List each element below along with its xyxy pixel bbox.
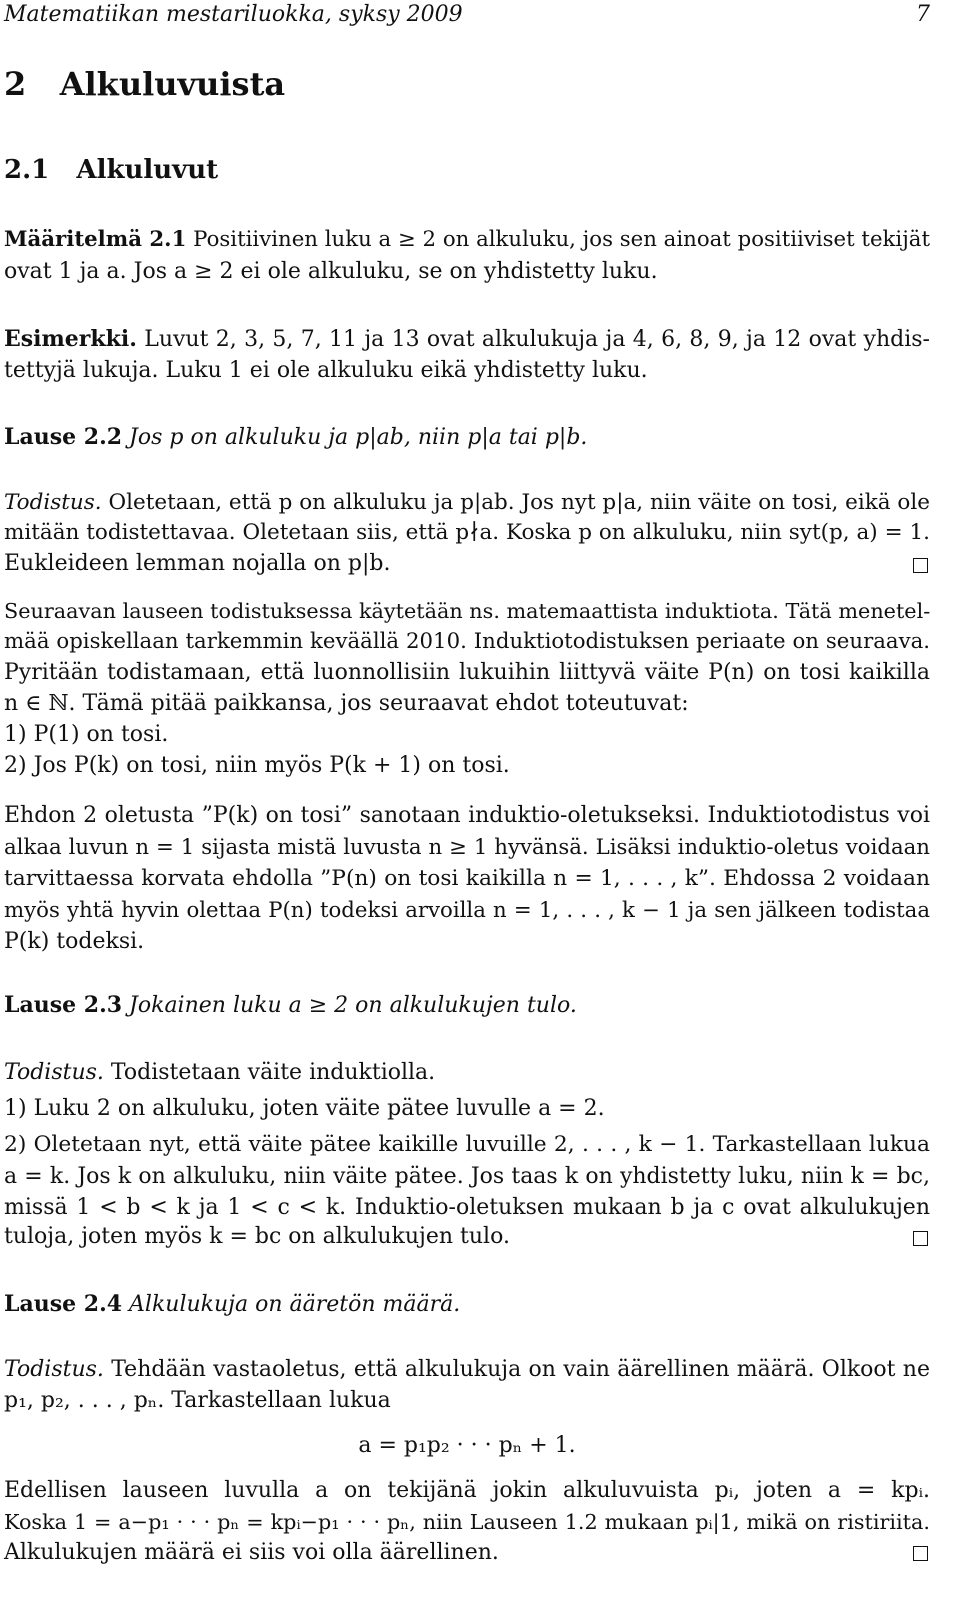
qed-symbol (913, 1546, 928, 1561)
definition-label: Määritelmä 2.1 (4, 227, 187, 252)
theorem-2-4 (4, 1289, 930, 1320)
paragraph-line: Pyritään todistamaan, että luonnollisiin lukuihin liittyvä väite P(n) on tosi kaikilla (4, 660, 930, 685)
paragraph-line: alkaa luvun n = 1 sijasta mistä luvusta n ≥ 1 hyvänsä. Lisäksi induktio-oletus voidaan (4, 835, 930, 860)
proof-label: Todistus. (4, 1060, 104, 1085)
definition-line-2: ovat 1 ja a. Jos a ≥ 2 ei ole alkuluku, se on yhdistetty luku. (4, 259, 658, 284)
paragraph-line: P(k) todeksi. (4, 929, 145, 954)
proof-line-3: Edellisen lauseen luvulla a on tekijänä jokin alkuluvuista pᵢ, joten a = kpᵢ. (4, 1478, 930, 1503)
definition-line-1: Määritelmä 2.1 Positiivinen luku a ≥ 2 on alkuluku, jos sen ainoat positiiviset tekijät (4, 227, 930, 252)
proof-line-4: a = k. Jos k on alkuluku, niin väite pätee. Jos taas k on yhdistetty luku, niin k = bc, (4, 1164, 930, 1189)
proof-line-2: 1) Luku 2 on alkuluku, joten väite pätee luvulle a = 2. (4, 1096, 605, 1121)
paragraph-line: tarvittaessa korvata ehdolla ”P(n) on tosi kaikilla n = 1, . . . , k”. Ehdossa 2 voidaan (4, 866, 930, 891)
theorem-label: Lause 2.2 (4, 424, 123, 450)
list-item: 2) Jos P(k) on tosi, niin myös P(k + 1) on tosi. (4, 753, 510, 778)
paragraph-line: myös yhtä hyvin olettaa P(n) todeksi arvoilla n = 1, . . . , k − 1 ja sen jälkeen todistaa (4, 898, 930, 923)
proof-label: Todistus. (4, 490, 102, 515)
theorem-label: Lause 2.3 (4, 992, 123, 1018)
proof-line-4: Koska 1 = a−p₁ · · · pₙ = kpᵢ−p₁ · · · pₙ, niin Lauseen 1.2 mukaan pᵢ|1, mikä on ristiriita. (4, 1510, 930, 1534)
paragraph-line: mää opiskellaan tarkemmin keväällä 2010. Induktiotodistuksen periaate on seuraava. (4, 629, 930, 654)
proof-line-3: 2) Oletetaan nyt, että väite pätee kaikille luvuille 2, . . . , k − 1. Tarkastellaan lukua (4, 1132, 930, 1157)
theorem-statement: Jokainen luku a ≥ 2 on alkulukujen tulo. (129, 993, 577, 1018)
proof-line-5: Alkulukujen määrä ei siis voi olla äärellinen. (4, 1540, 499, 1565)
page-number: 7 (916, 2, 930, 27)
section-heading (4, 64, 930, 104)
proof-line-2: mitään todistettavaa. Oletetaan siis, että p∤a. Koska p on alkuluku, niin syt(p, a) = 1. (4, 520, 930, 545)
qed-symbol (913, 1231, 928, 1246)
proof-line-1: Todistus. Tehdään vastaoletus, että alkulukuja on vain äärellinen määrä. Olkoot ne (4, 1357, 930, 1382)
proof-line-5: missä 1 < b < k ja 1 < c < k. Induktio-oletuksen mukaan b ja c ovat alkulukujen (4, 1195, 930, 1220)
subsection-heading (4, 153, 930, 187)
section-number: 2 (4, 65, 27, 103)
paragraph-line: Ehdon 2 oletusta ”P(k) on tosi” sanotaan induktio-oletukseksi. Induktiotodistus voi (4, 803, 930, 828)
subsection-title: Alkuluvut (76, 155, 219, 185)
example-line-1: Esimerkki. Luvut 2, 3, 5, 7, 11 ja 13 ovat alkulukuja ja 4, 6, 8, 9, ja 12 ovat yhdis- (4, 326, 930, 352)
subsection-number: 2.1 (4, 155, 50, 185)
section-title: Alkuluvuista (59, 65, 286, 103)
paragraph-line: Seuraavan lauseen todistuksessa käytetään ns. matemaattista induktiota. Tätä menetel- (4, 599, 931, 623)
qed-symbol (913, 558, 928, 573)
proof-line-6: tuloja, joten myös k = bc on alkulukujen tulo. (4, 1224, 510, 1249)
running-title: Matematiikan mestariluokka, syksy 2009 (4, 2, 463, 27)
proof-line-1: Todistus. Oletetaan, että p on alkuluku ja p|ab. Jos nyt p|a, niin väite on tosi, eikä ole (4, 490, 930, 515)
theorem-2-2 (4, 422, 930, 453)
proof-line-1: Todistus. Todistetaan väite induktiolla. (4, 1060, 436, 1085)
paragraph-line: n ∈ ℕ. Tämä pitää paikkansa, jos seuraavat ehdot toteutuvat: (4, 691, 689, 716)
theorem-2-3 (4, 990, 930, 1021)
theorem-statement: Jos p on alkuluku ja p|ab, niin p|a tai p|b. (129, 425, 588, 450)
proof-label: Todistus. (4, 1357, 104, 1382)
proof-line-3: Eukleideen lemman nojalla on p|b. (4, 551, 391, 576)
theorem-label: Lause 2.4 (4, 1291, 123, 1317)
theorem-statement: Alkulukuja on ääretön määrä. (129, 1292, 461, 1317)
display-equation: a = p₁p₂ · · · pₙ + 1. (358, 1433, 576, 1458)
example-line-2: tettyjä lukuja. Luku 1 ei ole alkuluku eikä yhdistetty luku. (4, 358, 648, 383)
example-label: Esimerkki. (4, 326, 137, 352)
list-item: 1) P(1) on tosi. (4, 722, 169, 747)
proof-line-2: p₁, p₂, . . . , pₙ. Tarkastellaan lukua (4, 1388, 391, 1413)
running-header (4, 0, 930, 30)
